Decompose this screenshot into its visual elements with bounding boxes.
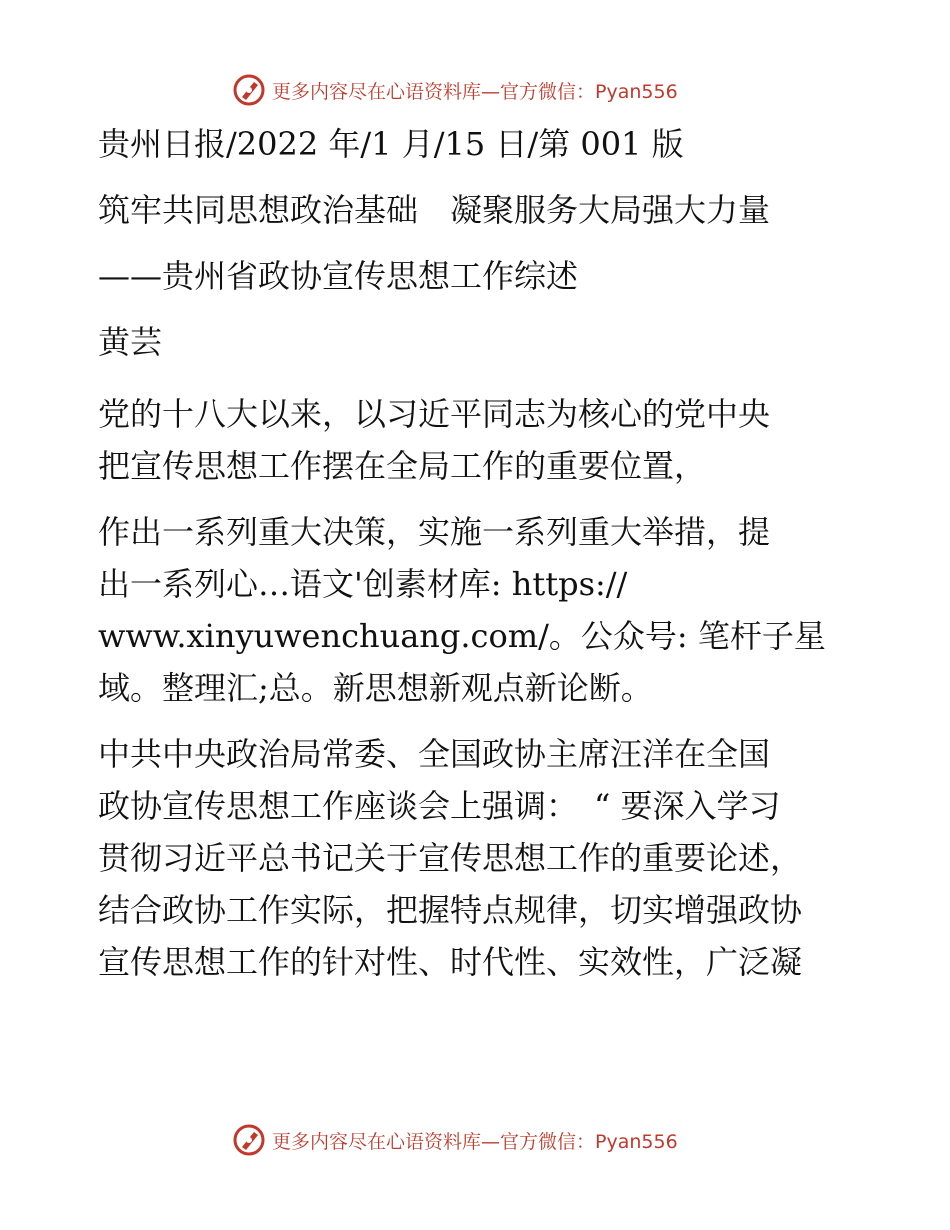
paragraph-2 [98,506,858,714]
paragraph-line: 结合政协工作实际，把握特点规律，切实增强政协 [98,891,803,929]
author: 黄芸 [98,323,163,361]
pen-logo-icon [232,73,266,107]
paragraph-line: www.xinyuwenchuang.com/。公众号: 笔杆子星 [98,617,826,655]
paragraph-line: 把宣传思想工作摆在全局工作的重要位置， [98,447,707,485]
source-line: 贵州日报/2022 年/1 月/15 日/第 001 版 [98,125,684,163]
banner-text: 更多内容尽在心语资料库—官方微信：Pyan556 [272,80,678,103]
footer-watermark-banner [232,1120,712,1160]
paragraph-line: 作出一系列重大决策，实施一系列重大举措，提 [98,513,771,551]
paragraph-line: 出一系列心…语文'创素材库: https:// [98,565,628,603]
article-subtitle: ——贵州省政协宣传思想工作综述 [98,257,579,295]
paragraph-line: 域。整理汇;总。新思想新观点新论断。 [98,669,653,707]
header-watermark-banner [232,70,712,110]
paragraph-line: 政协宣传思想工作座谈会上强调： “ 要深入学习 [98,787,781,825]
paragraph-3 [98,728,858,988]
paragraph-1 [98,388,858,492]
paragraph-line: 贯彻习近平总书记关于宣传思想工作的重要论述， [98,839,803,877]
paragraph-line: 党的十八大以来，以习近平同志为核心的党中央 [98,395,771,433]
paragraph-line: 中共中央政治局常委、全国政协主席汪洋在全国 [98,735,771,773]
document-body [98,118,858,988]
article-title: 筑牢共同思想政治基础 凝聚服务大局强大力量 [98,191,771,229]
banner-text: 更多内容尽在心语资料库—官方微信：Pyan556 [272,1130,678,1153]
pen-logo-icon [232,1123,266,1157]
paragraph-line: 宣传思想工作的针对性、时代性、实效性，广泛凝 [98,943,803,981]
